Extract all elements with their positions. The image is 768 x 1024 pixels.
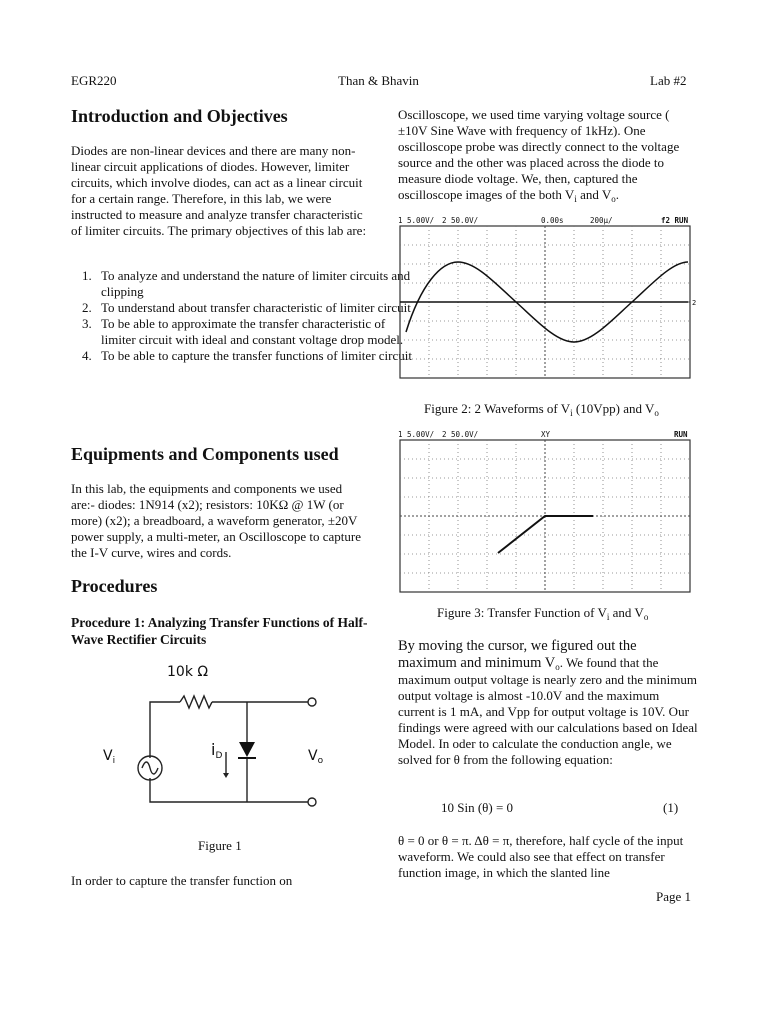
objective-item: 4. To be able to capture the transfer functions of limiter circuit (95, 348, 413, 364)
objective-item: 1. To analyze and understand the nature of limiter circuits and clipping (95, 268, 413, 300)
equation-number: (1) (663, 800, 679, 815)
header-course: EGR220 (71, 73, 117, 88)
procedures-heading: Procedures (71, 576, 158, 596)
svg-text:2: 2 (692, 299, 696, 307)
scope1-time: 0.00s (541, 216, 564, 225)
diode-icon (238, 742, 256, 758)
current-arrow-icon (223, 773, 229, 778)
intro-heading: Introduction and Objectives (71, 106, 288, 126)
circuit-diagram (95, 660, 335, 830)
resistor-icon (180, 696, 212, 708)
page-number: Page 1 (656, 889, 692, 904)
id-label: $i_D$ (211, 740, 223, 761)
objectives-list (51, 268, 413, 364)
oscilloscope-waveforms (396, 216, 696, 384)
vi-label: $V_i$ (103, 748, 116, 766)
equation: 10 Sin (θ) = 0 (441, 800, 514, 815)
figure3-caption: Figure 3: Transfer Function of $V_i$ and $V_o$ (437, 605, 649, 622)
scope1-timebase: 200μ/ (590, 216, 613, 225)
scope2-ch2-scale: 2 50.0V/ (442, 430, 479, 439)
figure1-caption: Figure 1 (198, 838, 242, 853)
resistor-label: 10k Ω (167, 664, 209, 680)
vo-label: $V_o$ (308, 748, 324, 766)
header-lab: Lab #2 (650, 73, 687, 88)
header-authors: Than & Bhavin (338, 73, 419, 88)
equipment-heading: Equipments and Components used (71, 444, 339, 464)
paragraph-after-figure1: In order to capture the transfer function on (71, 873, 293, 888)
right-paragraph-3: θ = 0 or θ = π. Δθ = π, therefore, half cycle of the input waveform. We could also see that effect on transfer function image, in which the slanted line (398, 833, 684, 880)
scope2-run: RUN (674, 430, 688, 439)
scope1-ch1-scale: 1 5.00V/ (398, 216, 435, 225)
figure2-caption: Figure 2: 2 Waveforms of $V_i$ (10Vpp) and $V_o$ (424, 401, 659, 418)
objective-item: 3. To be able to approximate the transfer characteristic of limiter circuit with ideal and constant voltage drop model. (95, 316, 413, 348)
oscilloscope-transfer-function (396, 430, 696, 598)
equipment-paragraph: In this lab, the equipments and components we used are:- diodes: 1N914 (x2); resistors: 10KΩ @ 1W (or more) (x2); a breadboard, a waveform generator, ±20V power supply, a multi-meter, an Oscilloscope to capture the I-V curve, wires and cords. (71, 481, 361, 560)
scope1-ch2-scale: 2 50.0V/ (442, 216, 479, 225)
procedure1-heading: Procedure 1: Analyzing Transfer Functions of Half-Wave Rectifier Circuits (71, 615, 368, 647)
scope2-ch1-scale: 1 5.00V/ (398, 430, 435, 439)
scope1-trigger: f2 RUN (661, 216, 689, 225)
intro-paragraph: Diodes are non-linear devices and there are many non-linear circuit applications of diodes. However, limiter circuits, which involve diodes, can act as a linear circuit for a certain range. Therefore, in this lab, we were instructed to measure and analyze transfer characteristic of limiter circuits. The primary objectives of this lab are: (71, 143, 367, 238)
objective-item: 2. To understand about transfer characteristic of limiter circuit (95, 300, 413, 316)
scope2-mode: XY (541, 430, 551, 439)
right-paragraph-1: Oscilloscope, we used time varying voltage source ( ±10V Sine Wave with frequency of 1kHz). One oscilloscope probe was directly connect to the voltage source and the other was placed across the diode to measure diode voltage. We, then, captured the oscilloscope images of the both $V_i$ and $V_o$. (398, 107, 680, 204)
right-paragraph-2: By moving the cursor, we figured out the maximum and minimum $V_o$. We found that the maximum output voltage is nearly zero and the minimum output voltage is almost -10.0V and the maximum current is 1 mA, and Vpp for output voltage is 10V. Our findings were agreed with our calculations based on Ideal Model. In oder to calculate the conduction angle, we solved for θ from the following equation: (398, 638, 698, 767)
